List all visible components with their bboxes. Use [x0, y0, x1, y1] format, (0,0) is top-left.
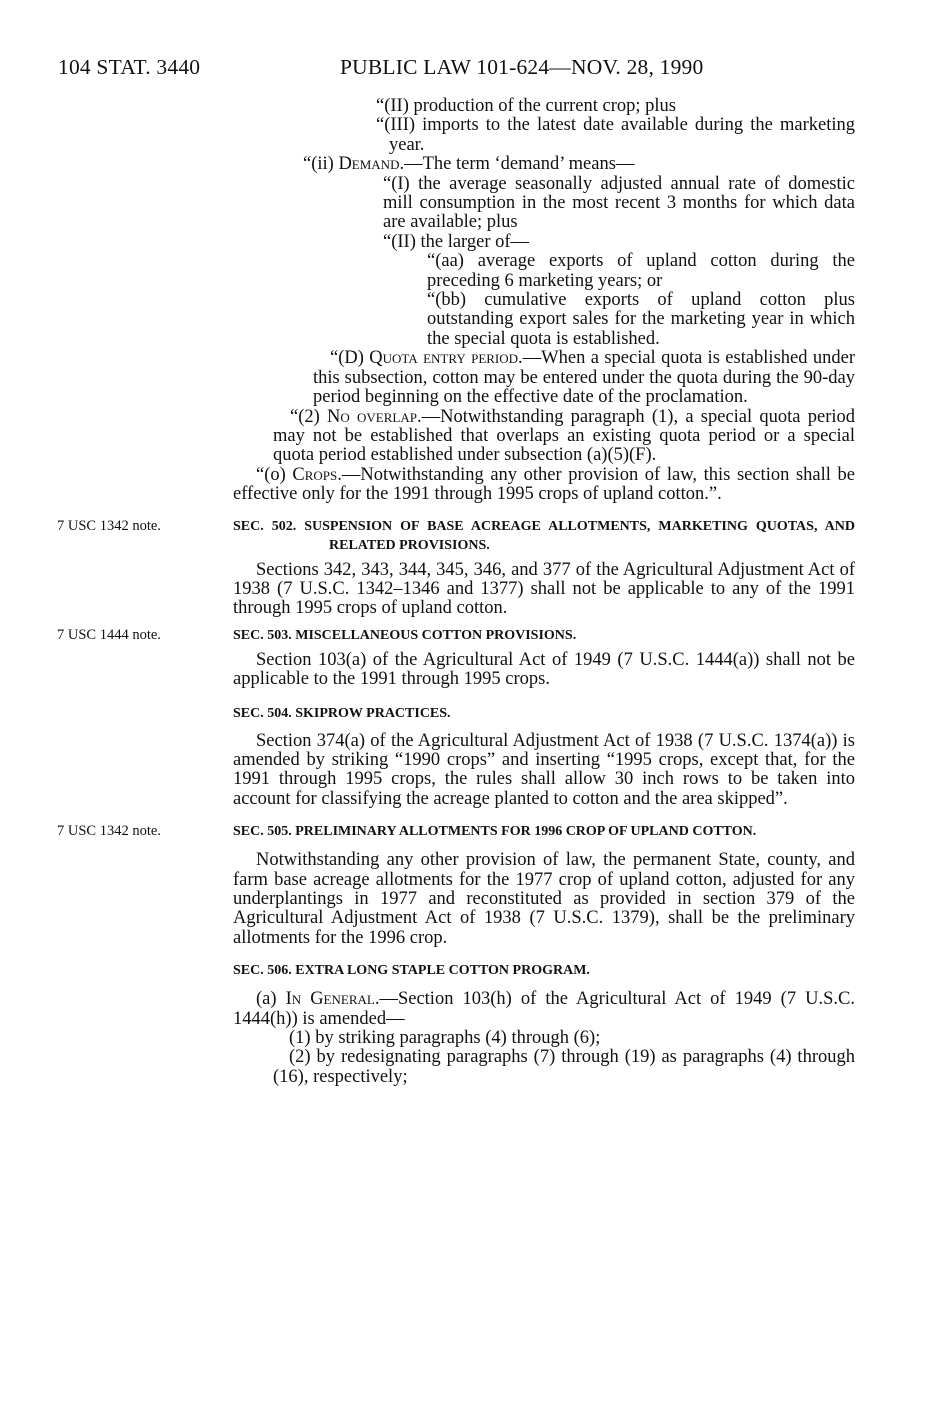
heading-no-overlap: No overlap — [327, 406, 417, 427]
section-504-heading: SEC. 504. SKIPROW PRACTICES. — [233, 705, 451, 721]
heading-crops: Crops — [292, 464, 338, 485]
section-506-heading: SEC. 506. EXTRA LONG STAPLE COTTON PROGRAM. — [233, 963, 590, 979]
clause-o-crops: “(o) Crops.—Notwithstanding any other provision of law, this section shall be effective only for the 1991 through 1995 crops of upland cotton.”. — [233, 464, 855, 505]
clause-III-imports: “(III) imports to the latest date available during the marketing year. — [376, 115, 855, 155]
clause-2-no-overlap: “(2) No overlap.—Notwithstanding paragraph (1), a special quota period may not be established that overlaps an existing quota period or a special quota period established under subsection (a)(5)(F). — [273, 406, 855, 466]
heading-in-general: In General — [285, 989, 375, 1010]
margin-note-502: 7 USC 1342 note. — [57, 517, 161, 534]
clause-II-production: “(II) production of the current crop; plus — [376, 96, 677, 116]
clause-ii-demand: “(ii) Demand.—The term ‘demand’ means— — [303, 154, 635, 175]
section-506-item-1: (1) by striking paragraphs (4) through (6); — [289, 1028, 601, 1049]
section-502-heading: 7 USC 1342 note. SEC. 502. SUSPENSION OF BASE ACREAGE ALLOTMENTS, MARKETING QUOTAS, AND RELATED PROVISIONS. — [57, 517, 855, 553]
section-503-text: Section 103(a) of the Agricultural Act of 1949 (7 U.S.C. 1444(a)) shall not be applicable to the 1991 through 1995 crops. — [233, 649, 855, 690]
section-505-heading: 7 USC 1342 note. SEC. 505. PRELIMINARY ALLOTMENTS FOR 1996 CROP OF UPLAND COTTON. — [57, 823, 757, 840]
clause-aa-exports: “(aa) average exports of upland cotton during the preceding 6 marketing years; or — [427, 251, 855, 291]
margin-note-503: 7 USC 1444 note. — [57, 626, 161, 643]
section-505-text: Notwithstanding any other provision of law, the permanent State, county, and farm base acreage allotments for the 1977 crop of upland cotton, adjusted for any underplantings in 1977 and reconstituted as provided in section 379 of the Agricultural Adjustment Act of 1938 (7 U.S.C. 1379), shall be the preliminary allotments for the 1996 crop. — [233, 850, 855, 948]
body-text — [57, 96, 855, 1087]
section-502-text: Sections 342, 343, 344, 345, 346, and 377 of the Agricultural Adjustment Act of 1938 (7 U.S.C. 1342–1346 and 1377) shall not be applicable to any of the 1991 through 1995 crops of upland cotton. — [233, 559, 855, 619]
section-503-heading: 7 USC 1444 note. SEC. 503. MISCELLANEOUS COTTON PROVISIONS. — [57, 626, 577, 643]
clause-D-quota-entry: “(D) Quota entry period.—When a special quota is established under this subsection, cotton may be entered under the quota during the 90-day period beginning on the effective date of the proclamation. — [313, 348, 855, 408]
page-reference: 104 STAT. 3440 — [58, 55, 201, 79]
section-504-text: Section 374(a) of the Agricultural Adjustment Act of 1938 (7 U.S.C. 1374(a)) is amended by striking “1990 crops” and inserting “1995 crops, except that, for the 1991 through 1995 crops, the rules shall allow 30 inch rows to be taken into account for classifying the acreage planted to cotton and the area skipped”. — [233, 730, 855, 809]
clause-II-larger: “(II) the larger of— — [383, 231, 530, 252]
clause-I-consumption: “(I) the average seasonally adjusted annual rate of domestic mill consumption in the most recent 3 months for which data are available; plus — [383, 173, 855, 233]
margin-note-505: 7 USC 1342 note. — [57, 823, 161, 840]
heading-demand: Demand — [338, 154, 400, 175]
section-506-subsection-a: (a) In General.—Section 103(h) of the Agricultural Act of 1949 (7 U.S.C. 1444(h)) is amended— — [233, 989, 855, 1029]
heading-quota-entry-period: Quota entry period — [369, 348, 519, 369]
section-506-item-2: (2) by redesignating paragraphs (7) through (19) as paragraphs (4) through (16), respectively; — [273, 1047, 855, 1087]
clause-bb-cumulative: “(bb) cumulative exports of upland cotton plus outstanding export sales for the marketing year in which the special quota is established. — [427, 290, 855, 349]
running-head: PUBLIC LAW 101-624—NOV. 28, 1990 — [340, 55, 704, 79]
